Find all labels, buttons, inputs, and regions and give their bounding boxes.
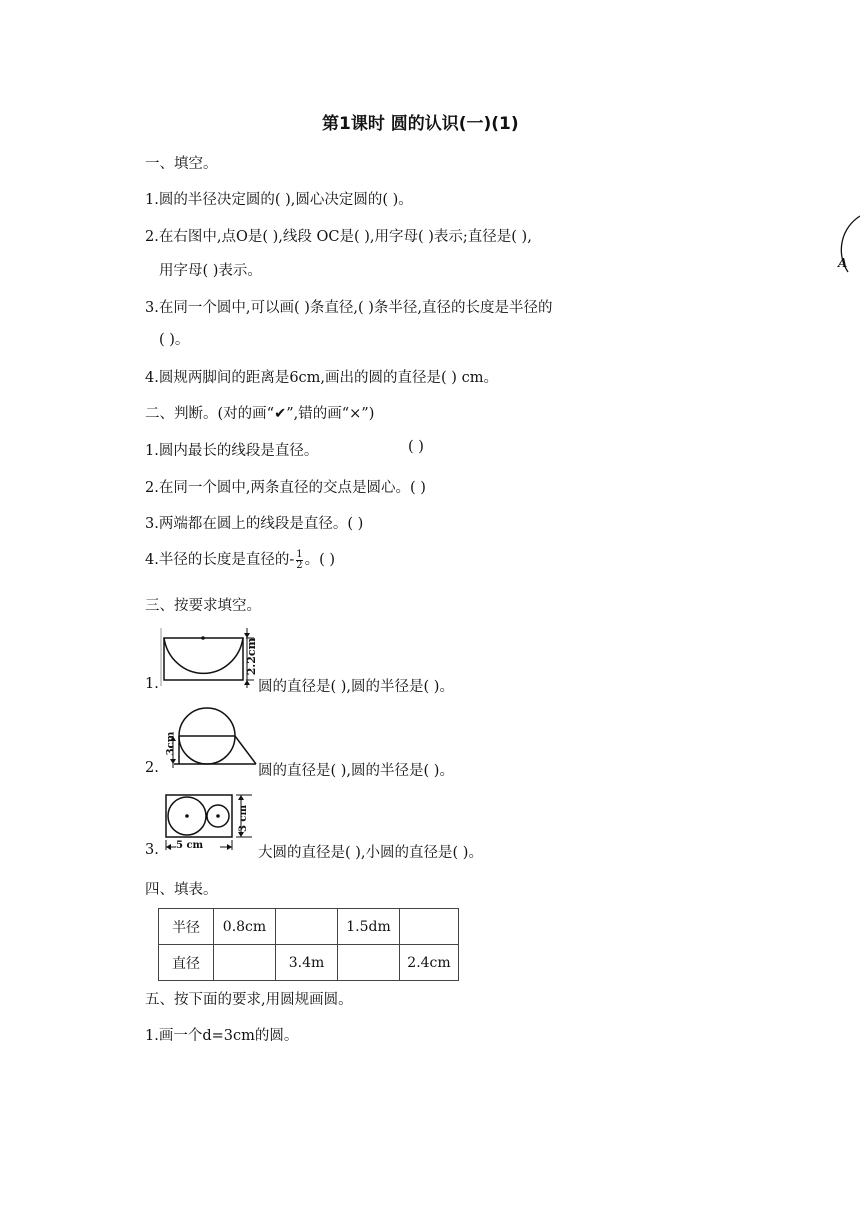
page-title: 第1课时 圆的认识(一)(1) <box>322 114 519 134</box>
figure-semicircle-in-rectangle <box>158 628 258 690</box>
s3-question-1-number: 1. <box>145 676 159 692</box>
section-3-heading: 三、按要求填空。 <box>145 598 261 614</box>
s1-question-3-line-2: ( )。 <box>159 332 190 348</box>
s3-question-1: 圆的直径是( ),圆的半径是( )。 <box>258 679 454 695</box>
s2-question-1-blank: ( ) <box>408 439 424 455</box>
s1-question-2-line-2: 用字母( )表示。 <box>159 263 262 279</box>
s1-question-3-line-1: 3.在同一个圆中,可以画( )条直径,( )条半径,直径的长度是半径的 <box>145 300 553 316</box>
table-row-header: 直径 <box>159 945 214 981</box>
s2-question-3: 3.两端都在圆上的线段是直径。( ) <box>145 516 364 532</box>
table-cell <box>338 945 400 981</box>
figure-2-dimension-label: 3cm <box>165 731 177 756</box>
s2-question-4-prefix: 4.半径的长度是直径的- <box>145 552 295 568</box>
s3-question-2-number: 2. <box>145 760 159 776</box>
circle-figure-label-a: A <box>838 256 848 270</box>
section-1-heading: 一、填空。 <box>145 156 218 172</box>
radius-diameter-table <box>158 908 459 981</box>
table-cell <box>214 945 276 981</box>
s2-question-2: 2.在同一个圆中,两条直径的交点是圆心。( ) <box>145 480 426 496</box>
figure-3-width-label: 5 cm <box>176 840 204 851</box>
fraction-one-half <box>296 550 302 571</box>
s3-question-3-number: 3. <box>145 842 159 858</box>
table-row-header: 半径 <box>159 909 214 945</box>
table-cell <box>276 909 338 945</box>
s3-question-2: 圆的直径是( ),圆的半径是( )。 <box>258 763 454 779</box>
figure-3-height-label: 3 cm <box>238 804 250 833</box>
table-cell: 2.4cm <box>400 945 459 981</box>
s1-question-2-line-1: 2.在右图中,点O是( ),线段 OC是( ),用字母( )表示;直径是( ), <box>145 229 532 245</box>
circle-figure <box>836 210 860 290</box>
table-cell: 3.4m <box>276 945 338 981</box>
fraction-denominator: 2 <box>296 559 303 571</box>
table-cell <box>400 909 459 945</box>
table-row-diameter <box>159 945 459 981</box>
figure-1-dimension-label: 2.2cm <box>245 637 259 676</box>
s3-question-3: 大圆的直径是( ),小圆的直径是( )。 <box>258 845 483 861</box>
section-4-heading: 四、填表。 <box>145 882 218 898</box>
s2-question-4-suffix: 。( ) <box>304 552 336 568</box>
table-row-radius <box>159 909 459 945</box>
s1-question-4: 4.圆规两脚间的距离是6cm,画出的圆的直径是( ) cm。 <box>145 370 498 386</box>
s2-question-1: 1.圆内最长的线段是直径。 <box>145 443 319 459</box>
section-2-heading: 二、判断。(对的画“✔”,错的画“×”) <box>145 406 375 422</box>
s2-question-4 <box>145 548 335 571</box>
section-5-heading: 五、按下面的要求,用圆规画圆。 <box>145 992 353 1008</box>
table-cell: 0.8cm <box>214 909 276 945</box>
s5-question-1: 1.画一个d=3cm的圆。 <box>145 1028 299 1044</box>
table-cell: 1.5dm <box>338 909 400 945</box>
fraction-numerator: 1 <box>296 548 303 560</box>
s1-question-1: 1.圆的半径决定圆的( ),圆心决定圆的( )。 <box>145 192 413 208</box>
